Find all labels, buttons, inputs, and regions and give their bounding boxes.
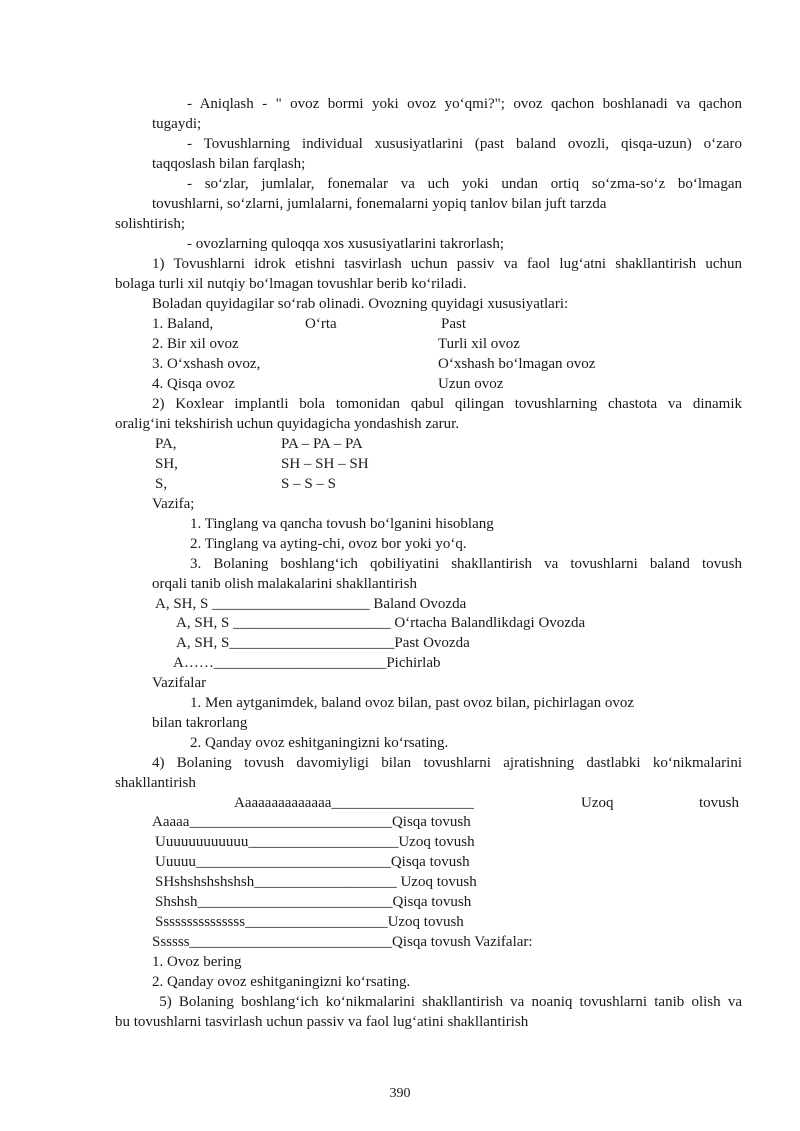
paragraph-1-cont: bolaga turli xil nutqiy bo‘lmagan tovushlar berib ko‘riladi.	[115, 276, 467, 292]
list-row-2-col3: Turli xil ovoz	[438, 336, 520, 352]
task-1-item-3-cont: orqali tanib olish malakalarini shakllantirish	[152, 576, 417, 592]
syllable-row-3-sequence: S – S – S	[281, 476, 337, 492]
bullet-aniqlash-cont: tugaydi;	[152, 116, 202, 132]
bullet-tovushlar: - Tovushlarning individual xususiyatlarini (past baland ovozli, qisqa-uzun) o‘zaro	[187, 136, 742, 152]
duration-row-0-word2: tovush	[699, 795, 740, 811]
page-number: 390	[389, 1086, 411, 1101]
bullet-sozlar-cont2: solishtirish;	[115, 216, 186, 232]
task-3-item-1: 1. Ovoz bering	[152, 954, 242, 970]
exercise-whisper: A……_______________________Pichirlab	[173, 655, 441, 671]
paragraph-4: 4) Bolaning tovush davomiyligi bilan tovushlarni ajratishning dastlabki ko‘nikmalarini	[152, 755, 742, 771]
list-row-1-col3: Past	[441, 316, 467, 332]
bullet-tovushlar-cont: taqqoslash bilan farqlash;	[152, 156, 306, 172]
duration-row-5: Shshsh__________________________Qisqa tovush	[155, 894, 472, 910]
duration-row-2: Uuuuuuuuuuuu____________________Uzoq tovush	[155, 834, 475, 850]
duration-row-6: Sssssssssssssss___________________Uzoq tovush	[155, 914, 464, 930]
task-2-item-1: 1. Men aytganimdek, baland ovoz bilan, past ovoz bilan, pichirlagan ovoz	[190, 695, 635, 711]
duration-row-3: Uuuuu__________________________Qisqa tovush	[155, 854, 470, 870]
list-row-3-col3: O‘xshash bo‘lmagan ovoz	[438, 356, 596, 372]
list-row-4-col1: 4. Qisqa ovoz	[152, 376, 235, 392]
exercise-loud: A, SH, S _____________________ Baland Ovozda	[155, 596, 467, 612]
task-1-item-1: 1. Tinglang va qancha tovush bo‘lganini hisoblang	[190, 516, 494, 532]
task-2-item-1-cont: bilan takrorlang	[152, 715, 248, 731]
task-heading-2: Vazifalar	[152, 675, 207, 691]
bullet-sozlar: - so‘zlar, jumlalar, fonemalar va uch yoki undan ortiq so‘zma-so‘z bo‘lmagan	[187, 176, 742, 192]
task-2-item-2: 2. Qanday ovoz eshitganingizni ko‘rsating.	[190, 735, 449, 751]
paragraph-2: 2) Koxlear implantli bola tomonidan qabul qilingan tovushlarning chastota va dinamik	[152, 396, 742, 412]
duration-row-1: Aaaaa___________________________Qisqa tovush	[152, 814, 471, 830]
duration-row-0-sound: Aaaaaaaaaaaaaa___________________	[234, 795, 474, 811]
list-row-4-col3: Uzun ovoz	[438, 376, 504, 392]
syllable-row-2-label: SH,	[155, 456, 178, 472]
paragraph-4-cont: shakllantirish	[115, 775, 196, 791]
paragraph-5: 5) Bolaning boshlang‘ich ko‘nikmalarini shakllantirish va noaniq tovushlarni tanib olish va	[152, 994, 742, 1010]
task-3-item-2: 2. Qanday ovoz eshitganingizni ko‘rsating.	[152, 974, 411, 990]
syllable-row-2-sequence: SH – SH – SH	[281, 456, 369, 472]
task-1-item-2: 2. Tinglang va ayting-chi, ovoz bor yoki yo‘q.	[190, 536, 467, 552]
duration-row-0-word1: Uzoq	[581, 795, 614, 811]
bullet-ovozlar: - ovozlarning quloqqa xos xususiyatlarini takrorlash;	[187, 236, 505, 252]
duration-row-7: Ssssss___________________________Qisqa tovush Vazifalar:	[152, 934, 533, 950]
duration-row-4: SHshshshshshsh___________________ Uzoq tovush	[155, 874, 477, 890]
bullet-sozlar-cont: tovushlarni, so‘zlarni, jumlalarni, fonemalarni yopiq tanlov bilan juft tarzda	[152, 196, 607, 212]
task-heading-1: Vazifa;	[152, 496, 195, 512]
task-1-item-3: 3. Bolaning boshlang‘ich qobiliyatini shakllantirish va tovushlarni baland tovush	[190, 556, 742, 572]
list-row-2-col1: 2. Bir xil ovoz	[152, 336, 239, 352]
paragraph-2-cont: oralig‘ini tekshirish uchun quyidagicha yondashish zarur.	[115, 416, 460, 432]
list-row-1-col1: 1. Baland,	[152, 316, 214, 332]
syllable-row-1-sequence: PA – PA – PA	[281, 436, 363, 452]
paragraph-1-question: Boladan quyidagilar so‘rab olinadi. Ovozning quyidagi xususiyatlari:	[152, 296, 569, 312]
exercise-medium: A, SH, S _____________________ O‘rtacha Balandlikdagi Ovozda	[176, 615, 586, 631]
syllable-row-3-label: S,	[155, 476, 168, 492]
list-row-1-col2: O‘rta	[305, 316, 337, 332]
exercise-quiet: A, SH, S______________________Past Ovozda	[176, 635, 470, 651]
syllable-row-1-label: PA,	[155, 436, 177, 452]
paragraph-5-cont: bu tovushlarni tasvirlash uchun passiv va faol lug‘atini shakllantirish	[115, 1014, 529, 1030]
bullet-aniqlash: - Aniqlash - " ovoz bormi yoki ovoz yo‘qmi?"; ovoz qachon boshlanadi va qachon	[187, 96, 742, 112]
list-row-3-col1: 3. O‘xshash ovoz,	[152, 356, 261, 372]
paragraph-1: 1) Tovushlarni idrok etishni tasvirlash uchun passiv va faol lug‘atni shakllantirish uchun	[152, 256, 742, 272]
